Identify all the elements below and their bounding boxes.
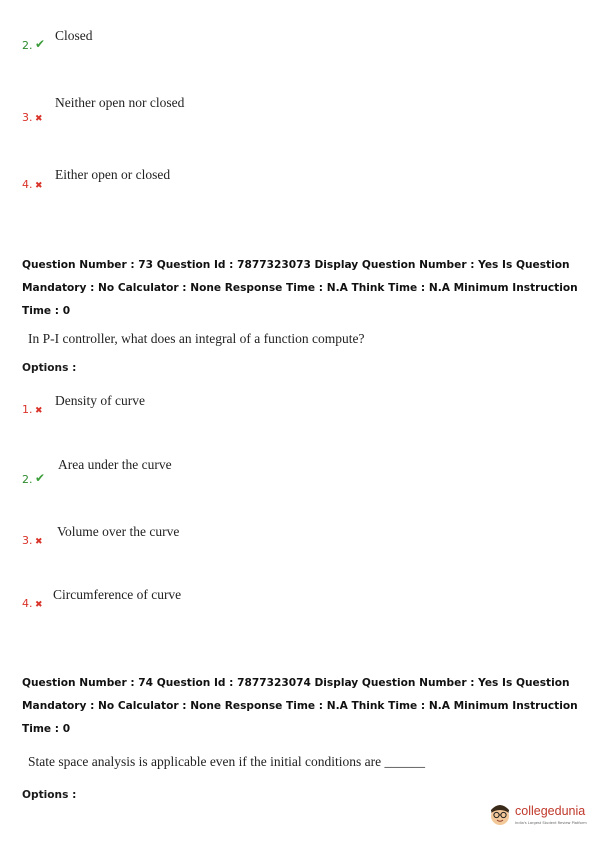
question-74-header: [22, 672, 582, 741]
option-number: 1.: [22, 403, 33, 416]
wrong-cross-icon: ✖: [35, 536, 43, 546]
question-meta-line: Mandatory : No Calculator : None Response Time : N.A Think Time : N.A Minimum Instruction: [22, 700, 578, 712]
options-label: Options :: [22, 362, 77, 374]
question-73-text: In P-I controller, what does an integral of a function compute?: [28, 331, 365, 346]
option-number: 4.: [22, 597, 33, 610]
correct-check-icon: ✔: [35, 37, 46, 51]
option-number: 2.: [22, 39, 33, 52]
options-label: Options :: [22, 789, 77, 801]
option-number: 3.: [22, 111, 33, 124]
logo-brand-text: collegedunia: [515, 804, 586, 818]
question-meta-line: Question Number : 74 Question Id : 7877323074 Display Question Number : Yes Is Question: [22, 677, 570, 689]
option-number: 3.: [22, 534, 33, 547]
question-meta-line: Time : 0: [22, 305, 71, 317]
option-text: Circumference of curve: [53, 587, 182, 602]
option-number: 2.: [22, 473, 33, 486]
question-meta-line: Question Number : 73 Question Id : 7877323073 Display Question Number : Yes Is Question: [22, 259, 570, 271]
option-text: Density of curve: [55, 393, 145, 408]
question-73-header: [22, 254, 582, 323]
wrong-cross-icon: ✖: [35, 405, 43, 415]
wrong-cross-icon: ✖: [35, 113, 43, 123]
option-text: Neither open nor closed: [55, 95, 185, 110]
collegedunia-logo: [488, 800, 588, 836]
question-meta-line: Mandatory : No Calculator : None Response Time : N.A Think Time : N.A Minimum Instruction: [22, 282, 578, 294]
option-text: Either open or closed: [55, 167, 171, 182]
option-number: 4.: [22, 178, 33, 191]
option-text: Closed: [55, 28, 93, 43]
correct-check-icon: ✔: [35, 471, 46, 485]
question-meta-line: Time : 0: [22, 723, 71, 735]
question-74-text: State space analysis is applicable even if the initial conditions are ______: [28, 754, 426, 769]
wrong-cross-icon: ✖: [35, 180, 43, 190]
option-text: Area under the curve: [58, 457, 172, 472]
logo-tagline: India's Largest Student Review Platform: [515, 821, 587, 825]
mascot-face-icon: [488, 802, 512, 826]
option-text: Volume over the curve: [57, 524, 180, 539]
wrong-cross-icon: ✖: [35, 599, 43, 609]
